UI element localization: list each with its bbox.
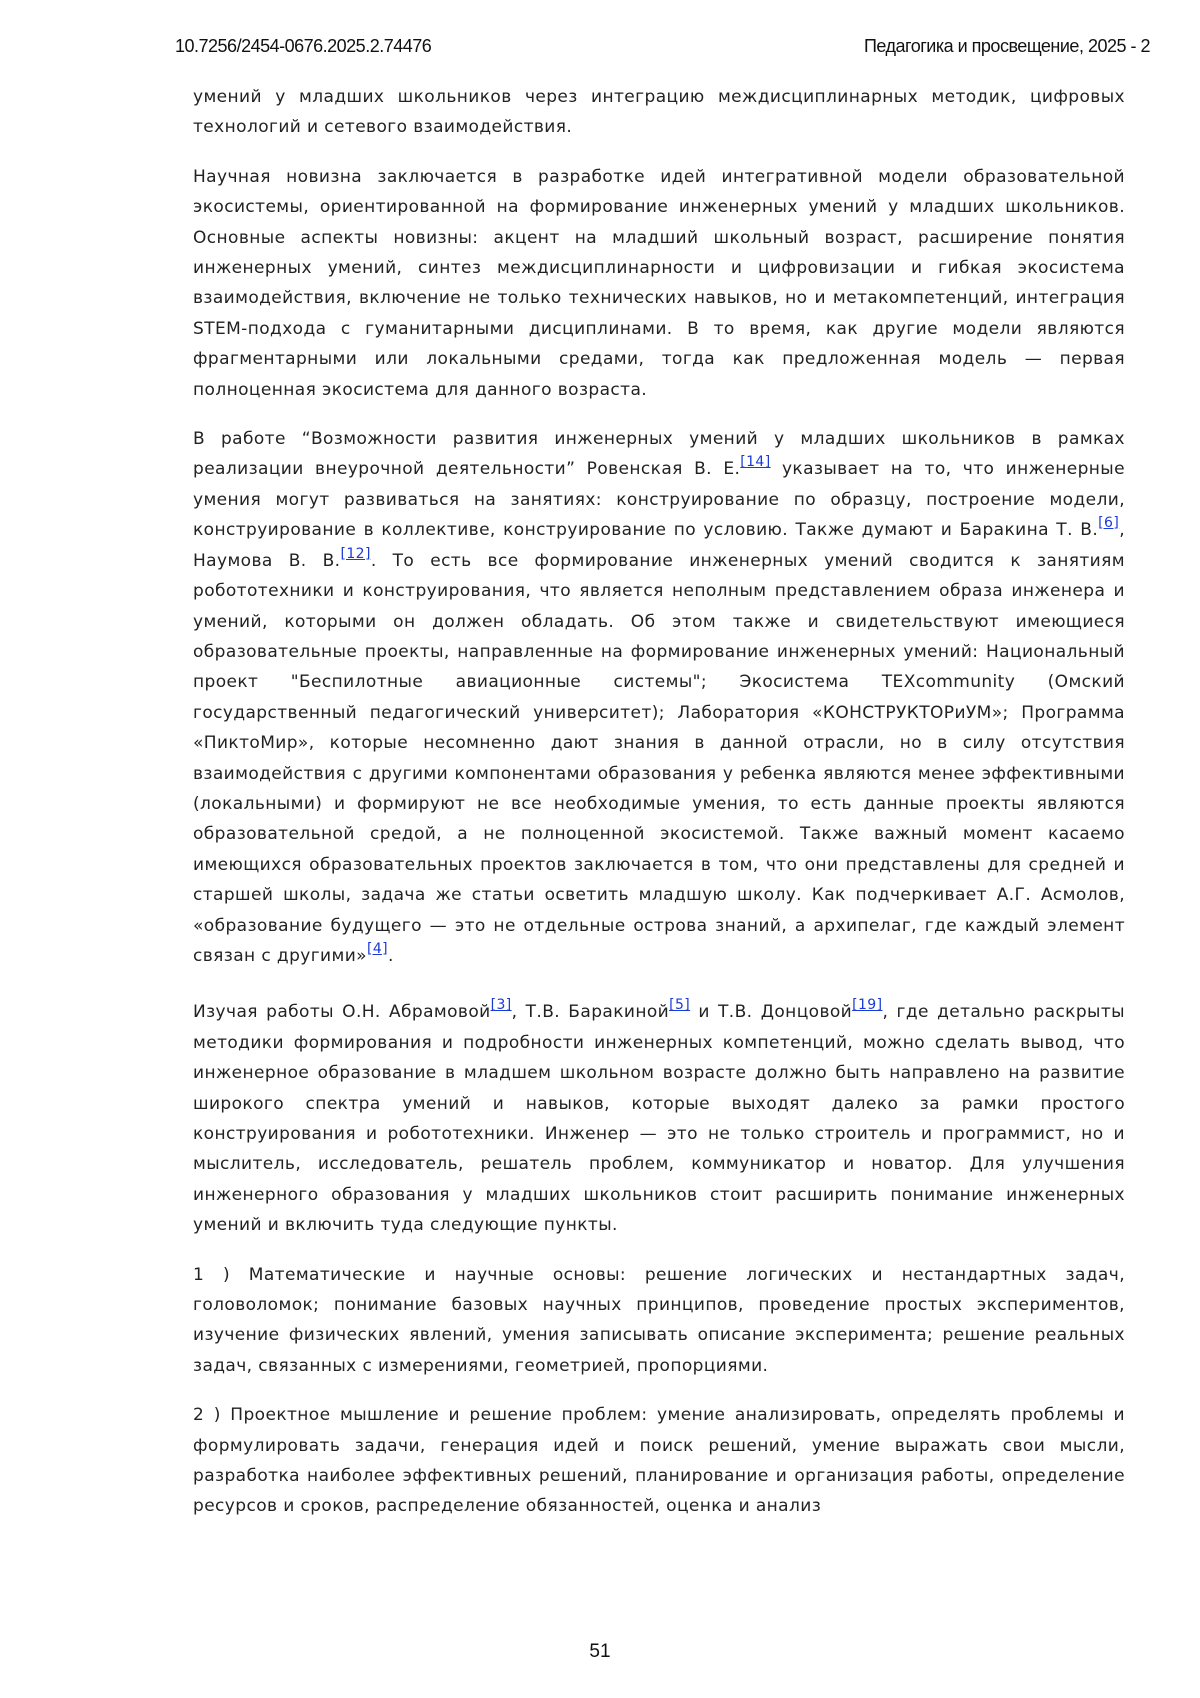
citation-link-3[interactable]: [3] (491, 997, 512, 1013)
list-item-math-science: 1 ) Математические и научные основы: решение логических и нестандартных задач, головоломок; понимание базовых научных принципов, проведение простых экспериментов, изучение физических явлений, умения записывать описание эксперимента; решение реальных задач, связанных с измерениями, геометрией, пропорциями. (193, 1260, 1125, 1382)
paragraph-literature-review (193, 424, 1125, 971)
citation-link-19[interactable]: [19] (852, 997, 882, 1013)
article-body (193, 82, 1125, 1541)
citation[interactable] (491, 997, 512, 1013)
citation-link-12[interactable]: [12] (340, 546, 370, 562)
paragraph-engineering-education (193, 997, 1125, 1240)
text-run: , Т.В. Баракиной (512, 1002, 669, 1022)
page-header (175, 36, 1150, 60)
text-run: . (388, 946, 394, 966)
paragraph-continuation: умений у младших школьников через интеграцию междисциплинарных методик, цифровых технологий и сетевого взаимодействия. (193, 82, 1125, 143)
list-item-project-thinking: 2 ) Проектное мышление и решение проблем: умение анализировать, определять проблемы и формулировать задачи, генерация идей и поиск решений, умение выражать свои мысли, разработка наиболее эффективных решений, планирование и организация работы, определение ресурсов и сроков, распределение обязанностей, оценка и анализ (193, 1400, 1125, 1522)
citation-link-14[interactable]: [14] (740, 454, 770, 470)
paragraph-scientific-novelty: Научная новизна заключается в разработке идей интегративной модели образовательной экосистемы, ориентированной на формирование инженерных умений у младших школьников. Основные аспекты новизны: акцент на младший школьный возраст, расширение понятия инженерных умений, синтез междисциплинарности и цифровизации и гибкая экосистема взаимодействия, включение не только технических навыков, но и метакомпетенций, интеграция STEM-подхода с гуманитарными дисциплинами. В то время, как другие модели являются фрагментарными или локальными средами, тогда как предложенная модель — первая полноценная экосистема для данного возраста. (193, 162, 1125, 405)
citation-link-6[interactable]: [6] (1098, 515, 1119, 531)
citation[interactable] (367, 941, 388, 957)
journal-title: Педагогика и просвещение, 2025 - 2 (864, 36, 1150, 57)
text-run: указывает на то, что инженерные умения могут развиваться на занятиях: конструирование по образцу, построение модели, конструирование в коллективе, конструирование по условию. Также думают и Баракина Т. В. (193, 459, 1125, 540)
citation-link-5[interactable]: [5] (669, 997, 690, 1013)
text-run: и Т.В. Донцовой (690, 1002, 852, 1022)
citation[interactable] (1098, 515, 1119, 531)
citation[interactable] (852, 997, 882, 1013)
text-run: , где детально раскрыты методики формирования и подробности инженерных компетенций, можно сделать вывод, что инженерное образование в младшем школьном возрасте должно быть направлено на развитие широкого спектра умений и навыков, которые выходят далеко за рамки простого конструирования и робототехники. Инженер — это не только строитель и программист, но и мыслитель, исследователь, решатель проблем, коммуникатор и новатор. Для улучшения инженерного образования у младших школьников стоит расширить понимание инженерных умений и включить туда следующие пункты. (193, 1002, 1125, 1235)
citation-link-4[interactable]: [4] (367, 941, 388, 957)
doi-text: 10.7256/2454-0676.2025.2.74476 (175, 36, 431, 57)
citation[interactable] (340, 546, 370, 562)
text-run: , Наумова В. В. (193, 520, 1125, 570)
text-run: В работе “Возможности развития инженерных умений у младших школьников в рамках реализации внеурочной деятельности” Ровенская В. Е. (193, 429, 1125, 479)
citation[interactable] (740, 454, 770, 470)
citation[interactable] (669, 997, 690, 1013)
page-number: 51 (0, 1641, 1200, 1663)
text-run: Изучая работы О.Н. Абрамовой (193, 1002, 491, 1022)
text-run: . То есть все формирование инженерных умений сводится к занятиям робототехники и конструирования, что является неполным представлением образа инженера и умений, которыми он должен обладать. Об этом также и свидетельствуют имеющиеся образовательные проекты, направленные на формирование инженерных умений: Национальный проект "Беспилотные авиационные системы"; Экосистема ТЕХcommunity (Омский государственный педагогический университет); Лаборатория «КОНСТРУКТОРиУМ»; Программа «ПиктоМир», которые несомненно дают знания в данной отрасли, но в силу отсутствия взаимодействия с другими компонентами образования у ребенка являются менее эффективными (локальными) и формируют не все необходимые умения, то есть данные проекты являются образовательной средой, а не полноценной экосистемой. Также важный момент касаемо имеющихся образовательных проектов заключается в том, что они представлены для средней и старшей школы, задача же статьи осветить младшую школу. Как подчеркивает А.Г. Асмолов, «образование будущего — это не отдельные острова знаний, а архипелаг, где каждый элемент связан с другими» (193, 551, 1125, 966)
